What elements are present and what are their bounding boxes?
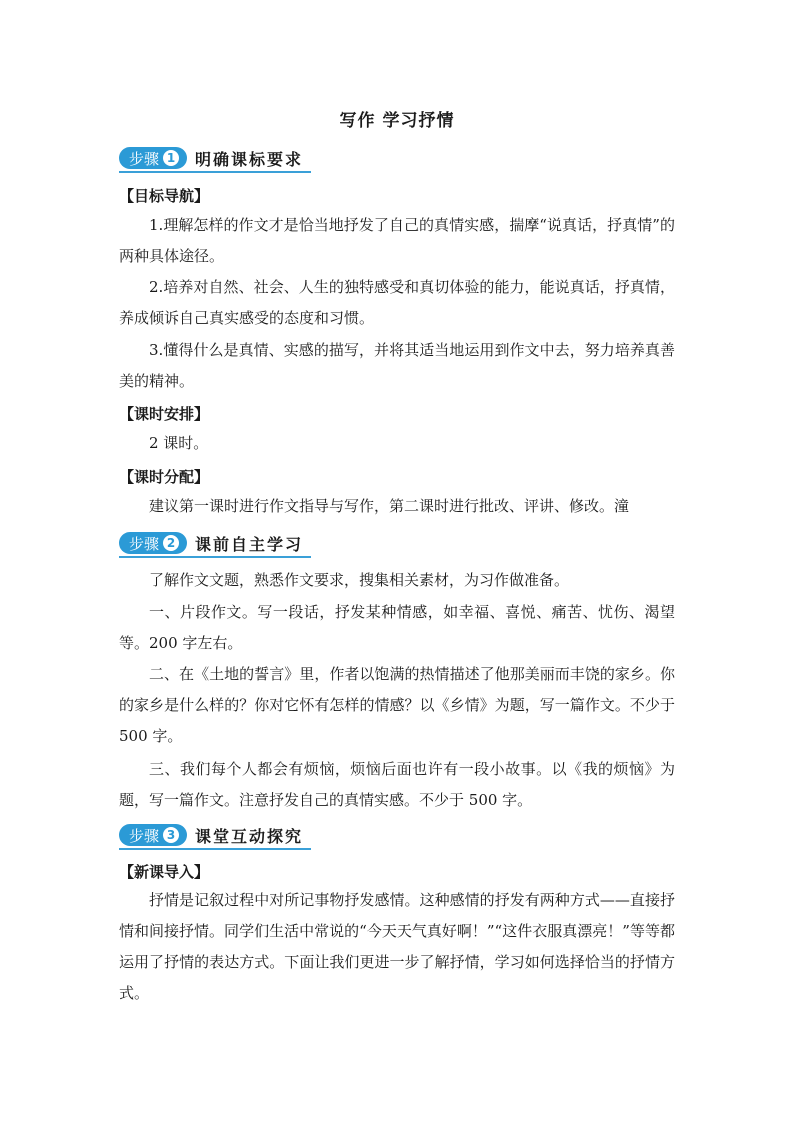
step-1-word: 步骤 xyxy=(129,149,160,168)
section-allot-heading: 【课时分配】 xyxy=(119,468,210,486)
pre-study-item-1: 一、片段作文。写一段话，抒发某种情感，如幸福、喜悦、痛苦、忧伤、渴望等。200 字左右。 xyxy=(119,603,675,652)
step-1-header xyxy=(119,145,311,173)
step-3-word: 步骤 xyxy=(129,826,160,845)
step-2-badge xyxy=(119,532,187,554)
page-title: 写作 学习抒情 xyxy=(339,111,455,131)
pre-study-item-3: 三、我们每个人都会有烦恼，烦恼后面也许有一段小故事。以《我的烦恼》为题，写一篇作文。注意抒发自己的真情实感。不少于 500 字。 xyxy=(119,760,675,809)
section-intro-heading: 【新课导入】 xyxy=(119,863,210,881)
step-1-label: 明确课标要求 xyxy=(195,149,304,169)
step-3-number: 3 xyxy=(163,827,179,843)
step-3-badge xyxy=(119,824,187,846)
step-3-label: 课堂互动探究 xyxy=(195,826,304,846)
step-2-word: 步骤 xyxy=(129,534,160,553)
step-1-badge xyxy=(119,147,187,169)
allot-text: 建议第一课时进行作文指导与写作，第二课时进行批改、评讲、修改。潼 xyxy=(149,497,630,515)
schedule-text: 2 课时。 xyxy=(149,434,209,452)
goal-3: 3.懂得什么是真情、实感的描写，并将其适当地运用到作文中去，努力培养真善美的精神。 xyxy=(119,341,675,390)
step-2-number: 2 xyxy=(163,535,179,551)
step-3-header xyxy=(119,822,311,850)
goal-1: 1.理解怎样的作文才是恰当地抒发了自己的真情实感，揣摩“说真话，抒真情”的两种具体途径。 xyxy=(119,216,675,265)
step-2-label: 课前自主学习 xyxy=(195,534,304,554)
goal-2: 2.培养对自然、社会、人生的独特感受和真切体验的能力，能说真话，抒真情，养成倾诉自己真实感受的态度和习惯。 xyxy=(119,278,675,327)
pre-study-intro: 了解作文文题，熟悉作文要求，搜集相关素材，为习作做准备。 xyxy=(149,571,570,589)
pre-study-item-2: 二、在《土地的誓言》里，作者以饱满的热情描述了他那美丽而丰饶的家乡。你的家乡是什么样的？你对它怀有怎样的情感？以《乡情》为题，写一篇作文。不少于 500 字。 xyxy=(119,665,675,745)
intro-text: 抒情是记叙过程中对所记事物抒发感情。这种感情的抒发有两种方式——直接抒情和间接抒情。同学们生活中常说的“今天天气真好啊！”“这件衣服真漂亮！”等等都运用了抒情的表达方式。下面让我们更进一步了解抒情，学习如何选择恰当的抒情方式。 xyxy=(119,891,675,1002)
section-schedule-heading: 【课时安排】 xyxy=(119,405,210,423)
step-1-number: 1 xyxy=(163,150,179,166)
section-goals-heading: 【目标导航】 xyxy=(119,187,210,205)
step-2-header xyxy=(119,530,311,558)
